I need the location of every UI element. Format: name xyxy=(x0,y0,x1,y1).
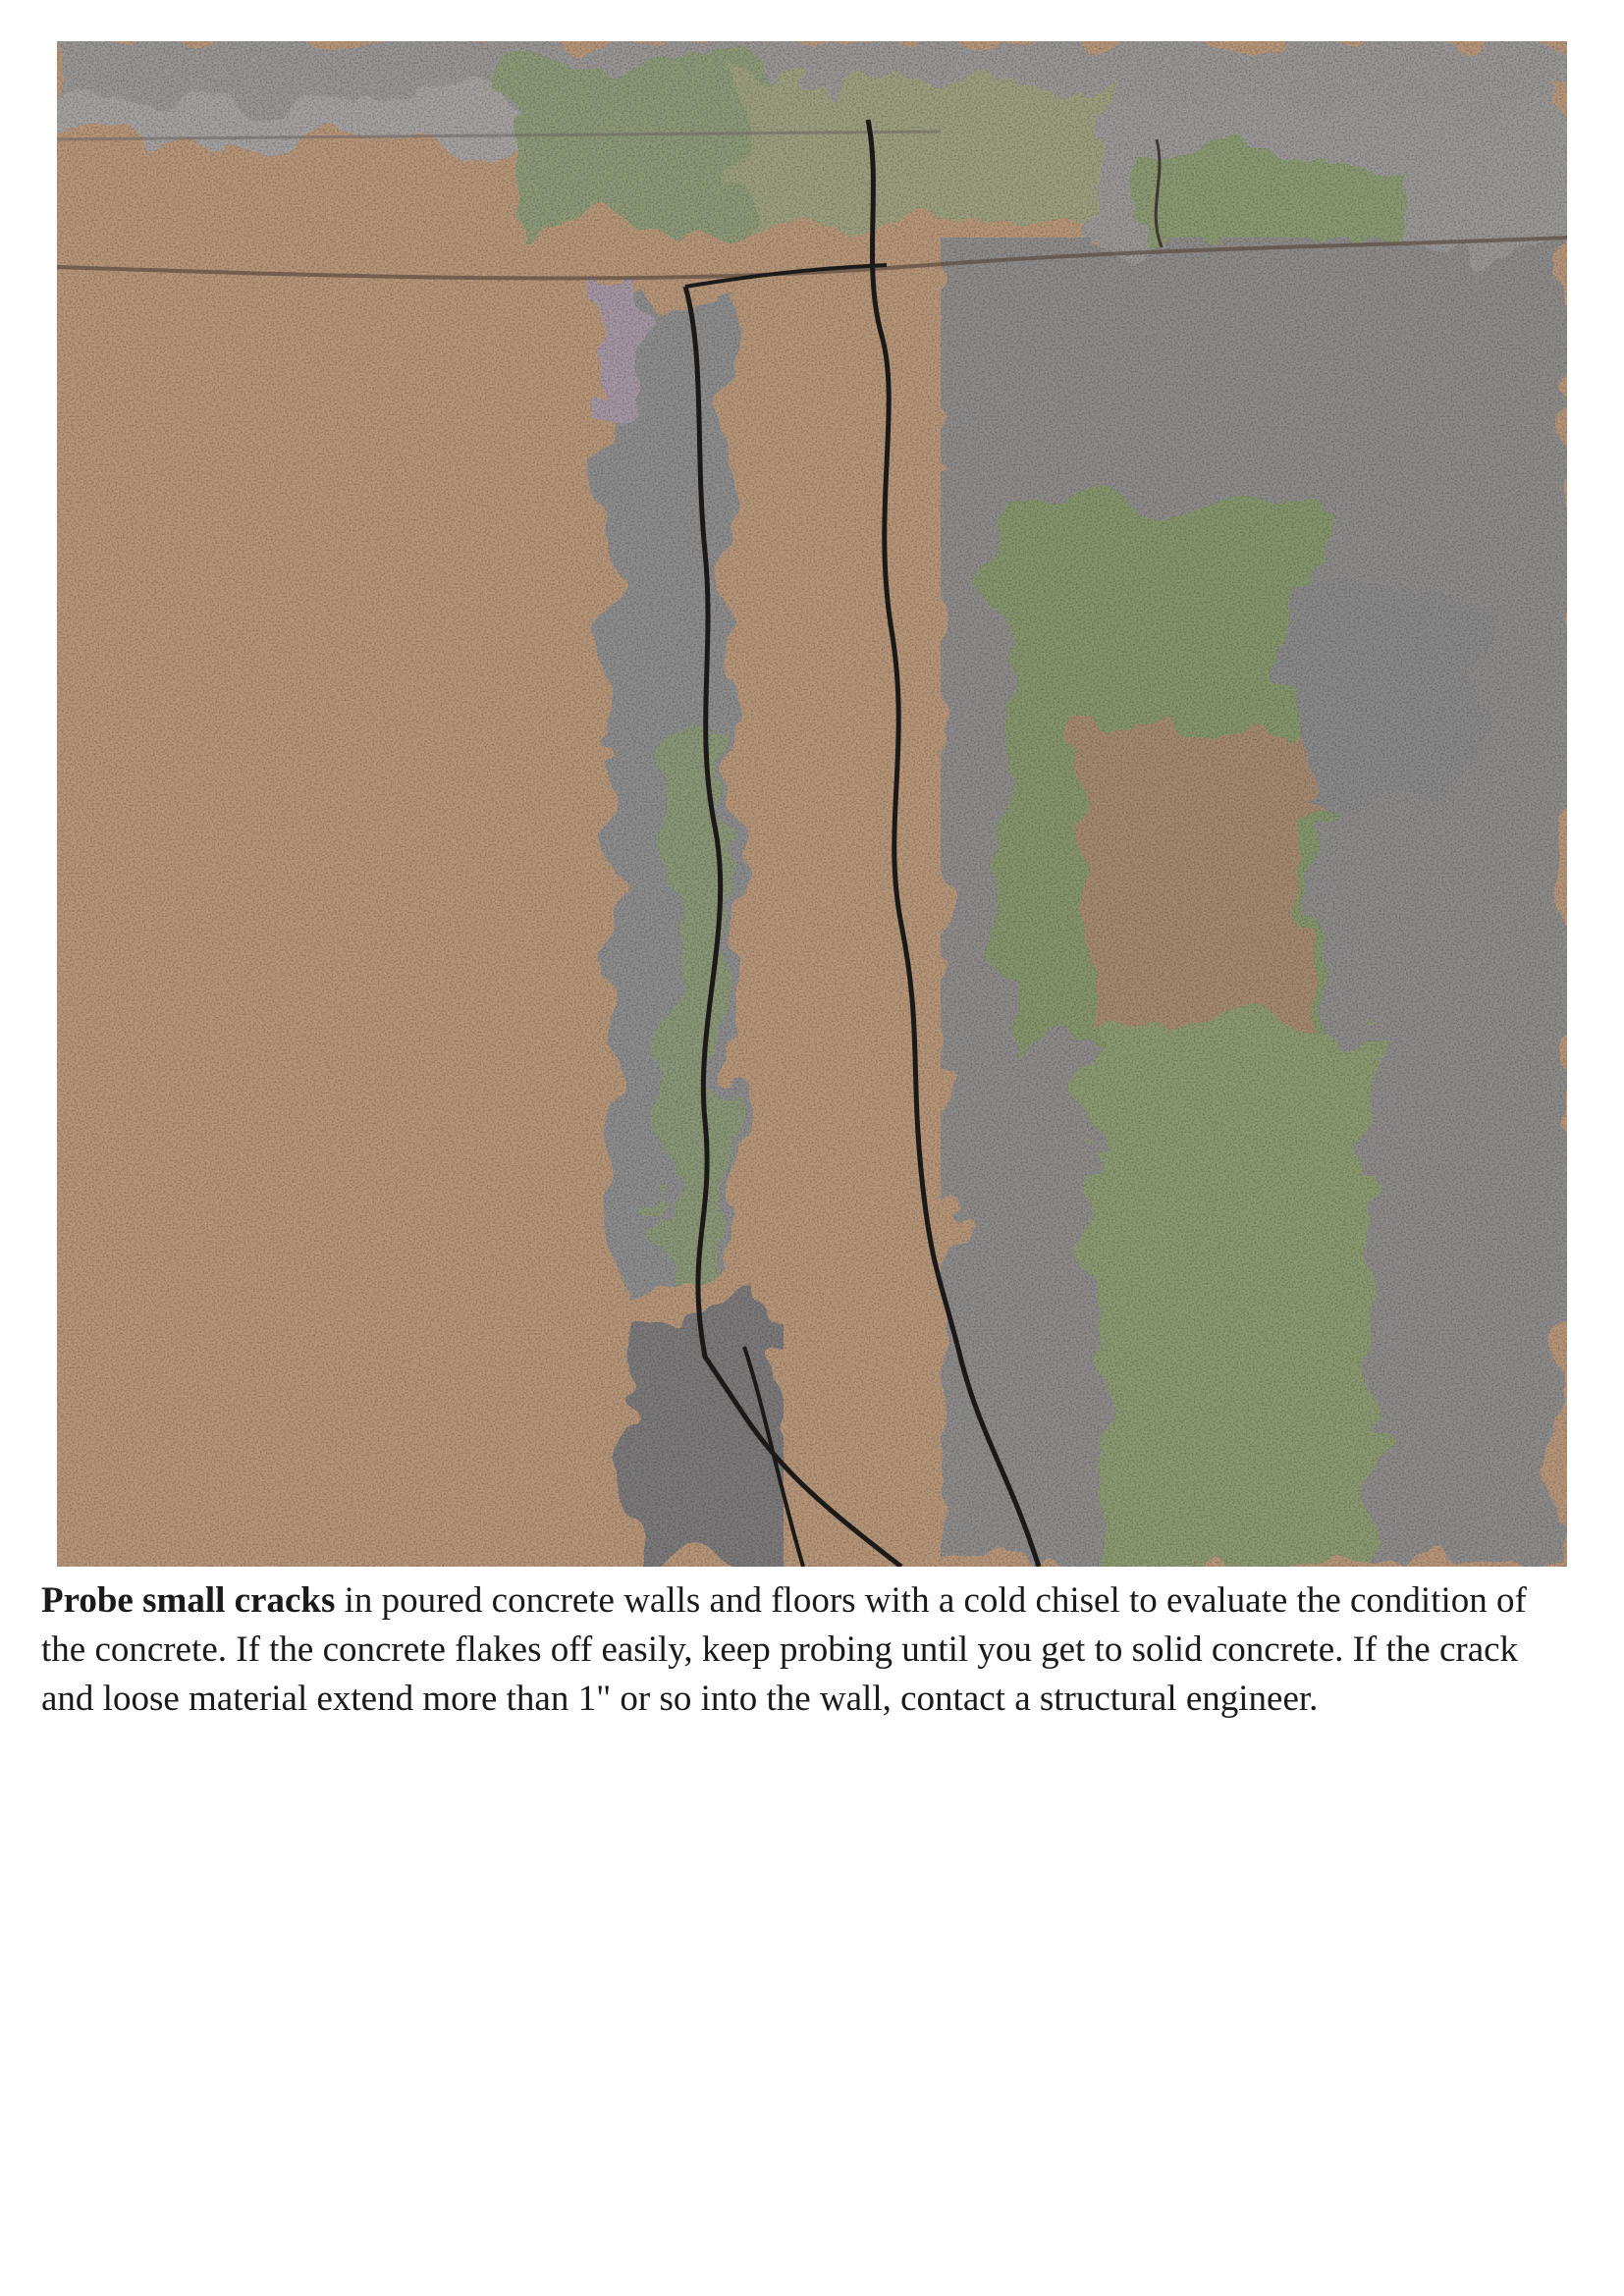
caption-body: in poured concrete walls and floors with a cold chisel to evaluate the condition of the concrete. If the concrete flakes off easily, keep probing until you get to solid concrete. If the crack and loose material extend more than 1" or so into the wall, contact a structural engineer. xyxy=(41,1580,1527,1719)
concrete-crack-photo xyxy=(57,41,1567,1567)
concrete-crack-illustration xyxy=(57,41,1567,1567)
caption-lead: Probe small cracks xyxy=(41,1580,336,1621)
figure-caption xyxy=(41,1576,1553,1724)
